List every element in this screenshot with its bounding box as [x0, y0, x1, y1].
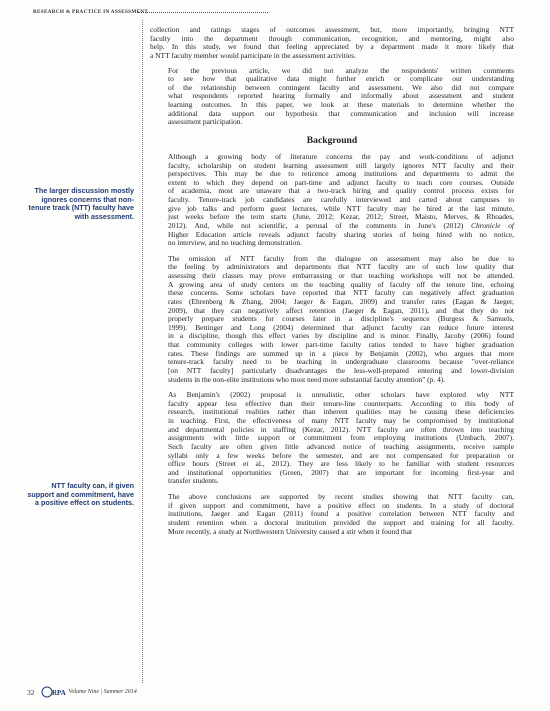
volume-info: Volume Nine | Summer 2014	[68, 689, 137, 695]
text-line: collection and ratings stages of outcomes assessment, but, more importantly, bringing NTT	[150, 25, 514, 34]
paragraph-5	[150, 391, 514, 486]
text-line: assessment participation.	[168, 117, 243, 127]
page-number: 32	[27, 687, 35, 697]
logo-text: RPA	[51, 689, 66, 697]
text-line: For the previous article, we did not analyze the respondents' written comments	[168, 65, 514, 75]
text-line: A growing area of study centers on the teaching quality of faculty off the tenure line, echoing	[168, 279, 514, 289]
paragraph-4	[150, 255, 514, 384]
section-heading: Background	[306, 134, 358, 146]
text-line: syllabi only a few weeks before the semester, and are not compensated for preparation or	[168, 450, 514, 460]
text-line: to see how that qualitative data might further enrich or complicate our understanding	[168, 74, 514, 84]
sidenote-1: The larger discussion mostly ignores concerns that non-tenure track (NTT) faculty have with assessment.	[28, 186, 134, 221]
text-line: of academia, most are unaware that a two-track hiring and quality control process exists for	[168, 186, 514, 196]
text-line: As Benjamin's (2002) proposal is unrealistic, other scholars have explored why NTT	[168, 390, 514, 400]
text-line: faculty appear less effective than their tenure-line counterparts. According to this body of	[168, 398, 514, 408]
text-line: The above conclusions are supported by recent studies showing that NTT faculty can,	[168, 492, 514, 501]
text-line: student retention when a doctoral institution provided the support and training for all faculty.	[168, 517, 514, 527]
text-line: in teaching. First, the effectiveness of many NTT faculty may be compromised by institutional	[168, 416, 514, 425]
text-line: 2012). And, while not scientific, a perusal of the comments in June's (2012) Chronicle of	[168, 220, 514, 230]
text-line: help. In this study, we found that feeling appreciated by a department made it more likely that	[150, 42, 514, 52]
text-line: what respondents reported hearing formally and informally about assessment and student	[168, 91, 514, 101]
text-line: if given support and commitment, have a positive effect on students. In a study of doctoral	[168, 500, 514, 510]
text-line: [on NTT faculty] particularly disadvantages the less-well-prepared entering and lower-division	[168, 365, 514, 375]
text-line: in a discipline, though this effect varies by discipline and is minor. Finally, Jacoby (2006) found	[168, 331, 514, 341]
text-line: give job talks and perform guest lectures, while NTT faculty may be hired at the last minute,	[168, 203, 514, 213]
margin-rule	[142, 20, 143, 683]
rpa-logo	[41, 685, 66, 699]
text-line: no interview, and no teaching demonstration.	[168, 238, 302, 248]
text-line: faculty. Tenure-track job candidates are carefully interviewed and carted about campuses to	[168, 195, 514, 204]
text-line: faculty into the department through communication, recognition, and mentoring, might also	[150, 33, 514, 43]
text-line: properly prepare students for courses later in a discipline's sequence (Burgess & Samuels,	[168, 314, 514, 324]
text-line: assignments with little support or commitment from employing institutions (Umbach, 2007).	[168, 433, 514, 443]
text-line: research, institutional realities rather than inherent qualities may be causing these deficiencies	[168, 407, 514, 417]
text-line: a NTT faculty member would participate in the assessment activities.	[150, 50, 356, 60]
text-line: The omission of NTT faculty from the dialogue on assessment may also be due to	[168, 253, 514, 263]
text-line: that community colleges with lower part-time faculty ratios tended to have higher graduation	[168, 340, 514, 349]
text-line: rates (Ehrenberg & Zhang, 2004; Jaeger & Eagan, 2009) and transfer rates (Eagan & Jaeger,	[168, 296, 514, 306]
text-line: rates. These findings are summed up in a piece by Benjamin (2002), who argues that more	[168, 348, 514, 358]
sidenote-2: NTT faculty can, if given support and commitment, have a positive effect on students.	[27, 481, 134, 508]
text-line: just weeks before the term starts (June, 2012; Kezar, 2012; Street, Maisto, Merves, & Rhoades,	[168, 212, 514, 222]
paragraph-6	[150, 493, 514, 536]
article-body	[150, 26, 514, 542]
text-line: Higher Education article reveals adjunct faculty sharing stories of being hired with no notice,	[168, 229, 514, 239]
text-line: Although a growing body of literature concerns the pay and work-conditions of adjunct	[168, 151, 514, 161]
text-line: 1999). Bettinger and Long (2004) determined that adjunct faculty can reduce future interest	[168, 322, 514, 332]
text-line: office hours (Street et al., 2012). They are less likely to be familiar with student resources	[168, 459, 514, 469]
text-line: Such faculty are often given little advanced notice of teaching assignments, receive sample	[168, 441, 514, 451]
text-line: learning outcomes. In this paper, we look at these materials to determine whether the	[168, 100, 514, 109]
text-line: these concerns. Some scholars have reported that NTT faculty can negatively affect graduation	[168, 288, 514, 298]
text-line: and departmental policies in staffing (Kezar, 2012). NTT faculty are often thrown into teaching	[168, 424, 514, 434]
text-line: of the relationship between contingent faculty and assessment. We also did not compare	[168, 82, 514, 92]
paragraph-3	[150, 153, 514, 248]
text-line: perspectives. This may be due to reticence among institutions and departments to admit the	[168, 169, 514, 179]
text-line: assessing their classes may prove embarrassing or that teaching workshops will not be attended.	[168, 271, 514, 280]
running-head-rule	[138, 12, 268, 13]
text-line: More recently, a study at Northwestern University caused a stir when it found that	[168, 526, 413, 536]
text-line: students in the non-elite institutions who most need more substantial faculty attention" (p. 4).	[168, 374, 446, 384]
text-line: 2009), that they can negatively affect retention (Jaeger & Eagan, 2011), and that they do not	[168, 305, 514, 315]
text-line: extent to which they depend on part-time and adjunct faculty to teach core courses. Outside	[168, 177, 514, 187]
text-line: faculty, scholarship on student learning assessment still largely ignores NTT faculty and their	[168, 160, 514, 170]
text-line: tenure-track faculty need to be teaching in undergraduate classrooms because "over-reliance	[168, 357, 514, 367]
text-line: the feeling by administrators and departments that NTT faculty are of such low quality that	[168, 262, 514, 272]
italic-title: Chronicle of	[463, 220, 514, 230]
text-line: institutions, Jaeger and Eagan (2011) found a positive correlation between NTT faculty and	[168, 509, 514, 519]
text-line: additional data support our hypothesis that communication and inclusion will increase	[168, 108, 514, 118]
text-line: transfer students.	[168, 476, 219, 486]
paragraph-1	[150, 26, 514, 61]
page-footer	[27, 685, 137, 699]
text-line: and institutional opportunities (Green, 2007) that are important for incoming first-year and	[168, 467, 514, 477]
running-head: RESEARCH & PRACTICE IN ASSESSMENT	[33, 9, 149, 15]
paragraph-2	[150, 67, 514, 127]
